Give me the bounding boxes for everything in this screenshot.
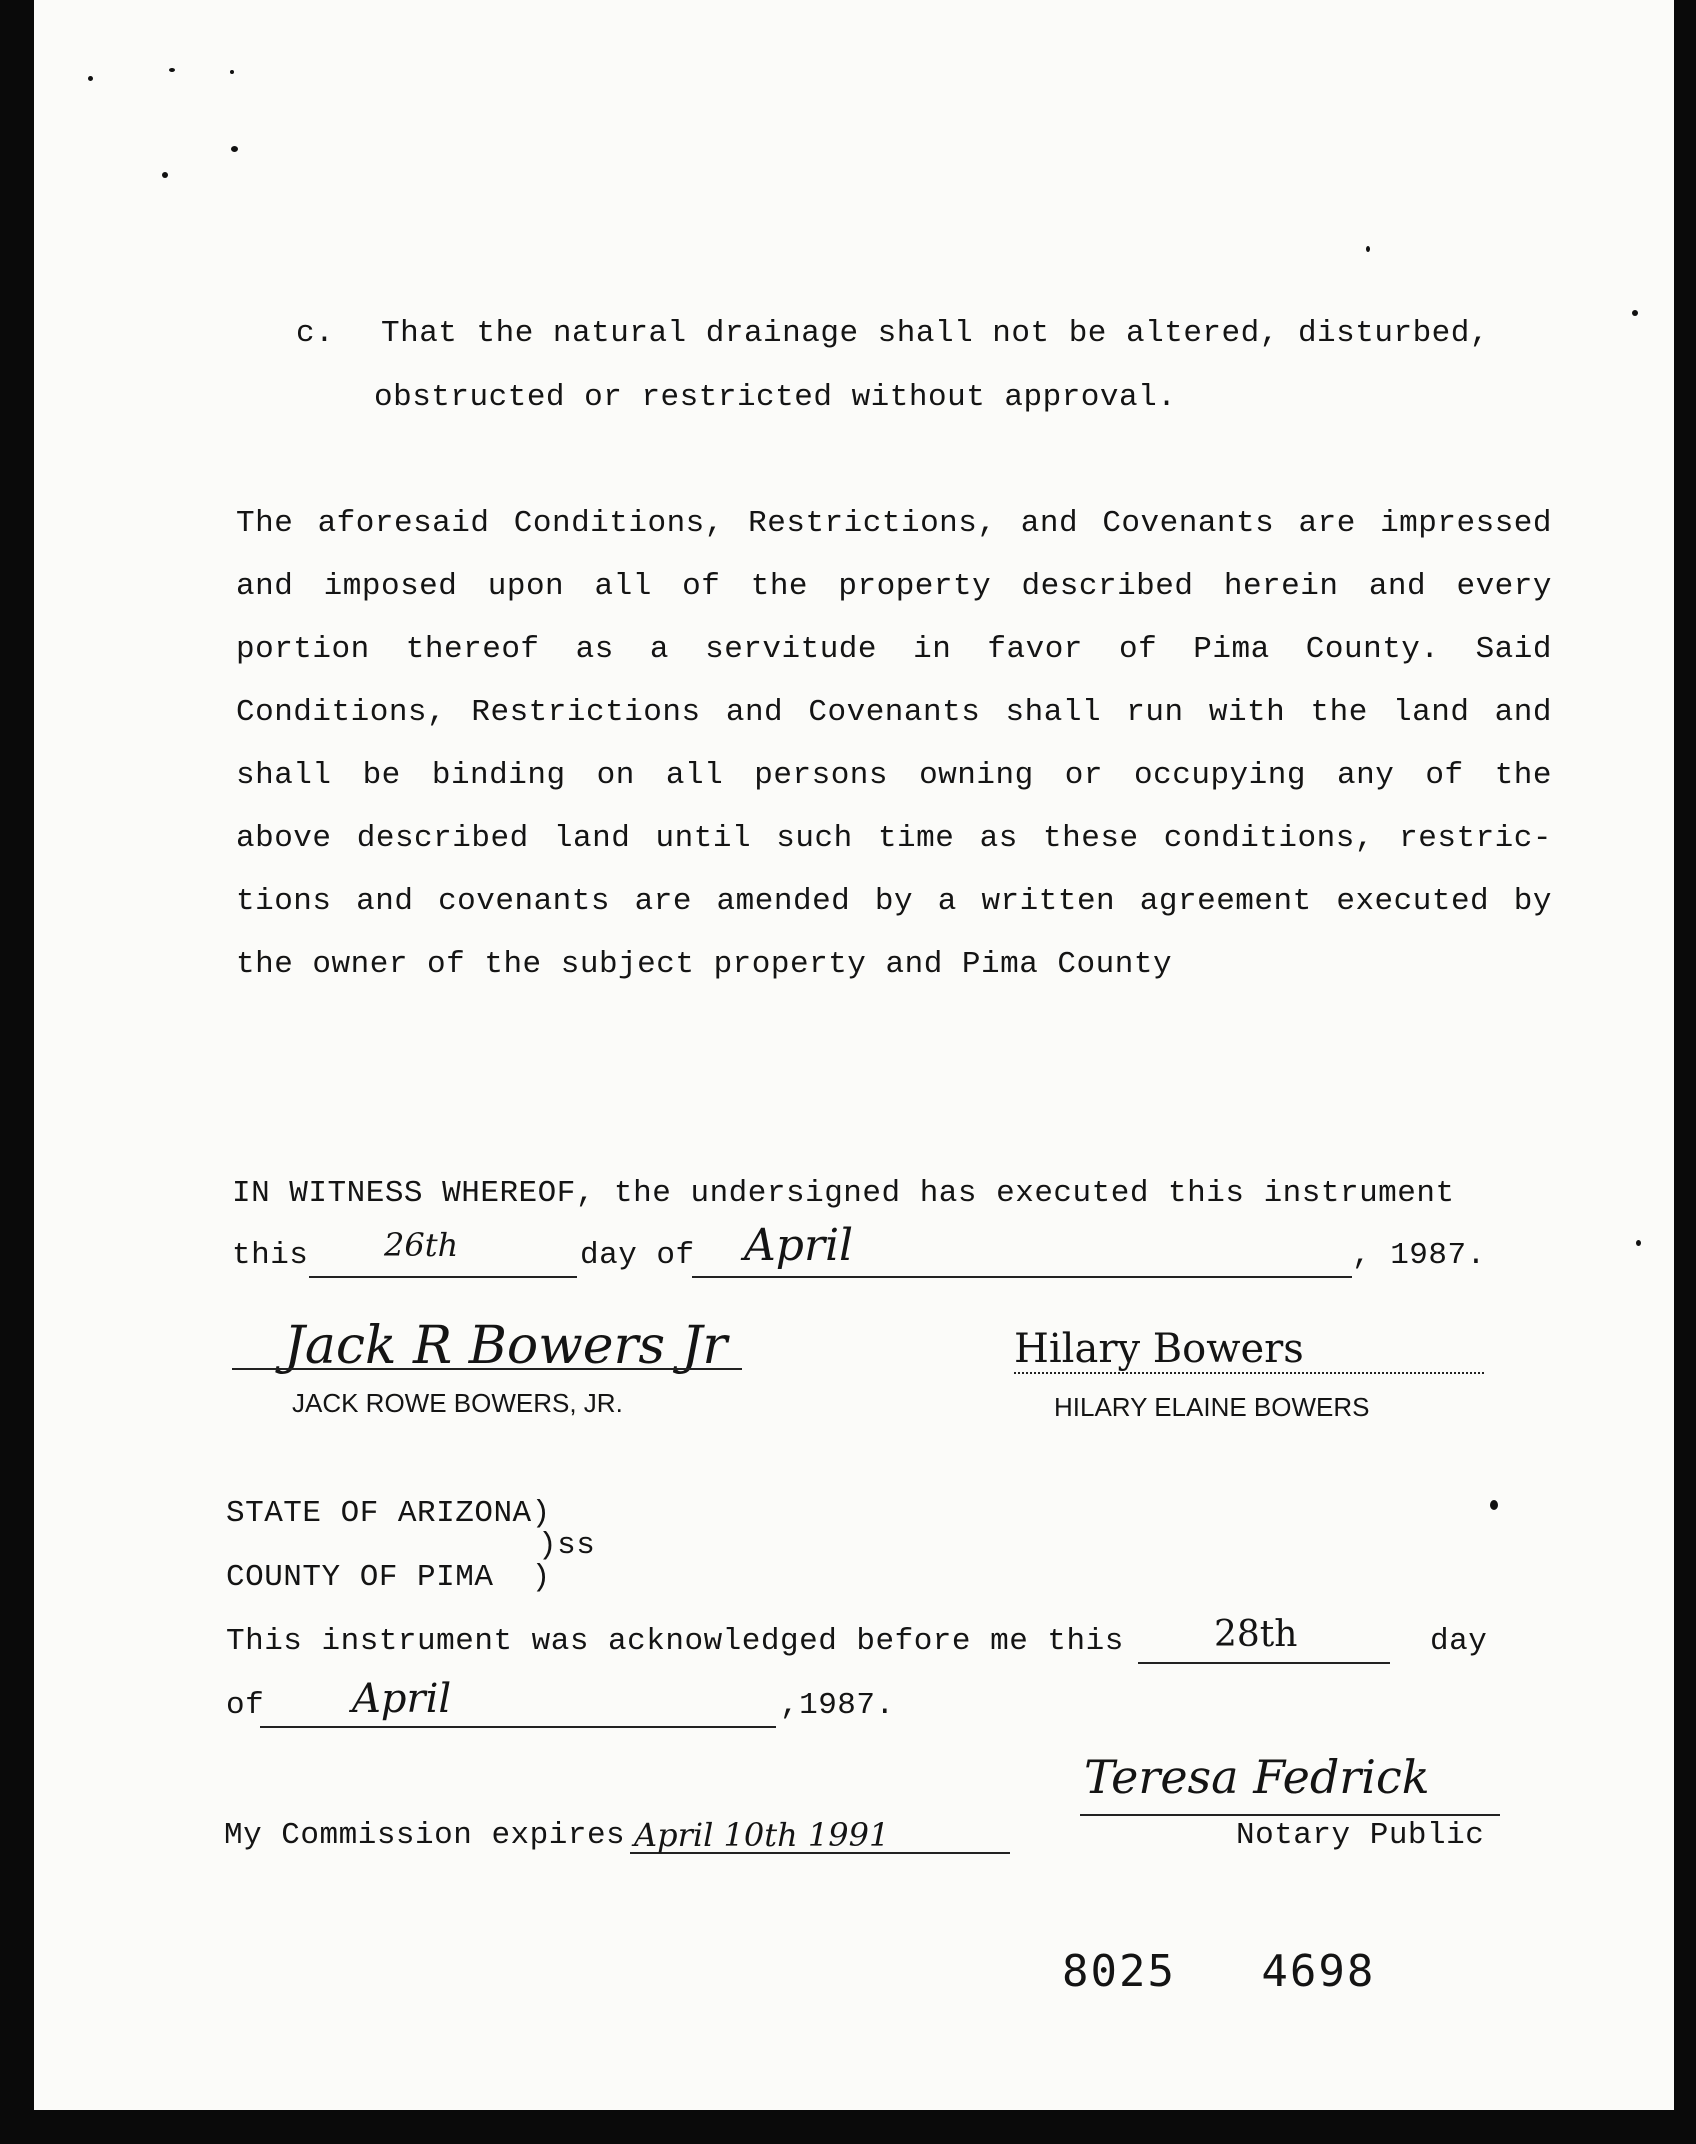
witness-month-blank — [692, 1276, 1352, 1278]
paragraph-line: portion thereof as a servitude in favor of Pima County. Said — [236, 632, 1552, 667]
clause-c-letter: c. — [296, 316, 335, 351]
witness-month-value: April — [744, 1220, 854, 1271]
paragraph-line: and imposed upon all of the property described herein and every — [236, 569, 1552, 604]
ack-day-blank — [1138, 1662, 1390, 1664]
ack-of-label: of — [226, 1688, 265, 1723]
scan-speck — [1366, 246, 1370, 252]
ack-month-blank — [260, 1726, 776, 1728]
notary-label: Notary Public — [1236, 1818, 1485, 1853]
clause-c-line-2: obstructed or restricted without approval. — [374, 380, 1177, 415]
witness-this-label: this — [232, 1238, 309, 1273]
commission-label: My Commission expires — [224, 1818, 626, 1853]
left-signer-name: JACK ROWE BOWERS, JR. — [292, 1388, 623, 1418]
paragraph-line: Conditions, Restrictions and Covenants shall run with the land and — [236, 695, 1552, 730]
covenant-paragraph — [236, 506, 1552, 1010]
ack-month-value: April — [352, 1676, 452, 1722]
venue-ss: )ss — [538, 1528, 596, 1563]
venue-state: STATE OF ARIZONA) — [226, 1496, 551, 1531]
witness-day-of-label: day of — [580, 1238, 695, 1273]
notary-signature: Teresa Fedrick — [1084, 1750, 1430, 1804]
scan-speck — [230, 70, 234, 74]
left-signature-line — [232, 1368, 742, 1370]
scan-speck — [231, 146, 238, 152]
paragraph-line: shall be binding on all persons owning or occupying any of the — [236, 758, 1552, 793]
left-signature: Jack R Bowers Jr — [284, 1316, 728, 1376]
document-page — [34, 0, 1674, 2110]
right-signature: Hilary Bowers — [1014, 1326, 1304, 1372]
scan-speck — [88, 76, 93, 81]
scan-speck — [162, 172, 168, 178]
clause-c-line-1: That the natural drainage shall not be altered, disturbed, — [381, 316, 1489, 351]
paragraph-line: tions and covenants are amended by a written agreement executed by — [236, 884, 1552, 919]
paragraph-line: the owner of the subject property and Pima County — [236, 947, 1173, 982]
notary-signature-line — [1080, 1814, 1500, 1816]
witness-line: IN WITNESS WHEREOF, the undersigned has executed this instrument — [232, 1176, 1455, 1211]
scan-speck — [1636, 1240, 1641, 1246]
commission-value: April 10th 1991 — [634, 1816, 890, 1854]
right-signer-name: HILARY ELAINE BOWERS — [1054, 1392, 1370, 1422]
witness-day-blank — [309, 1276, 577, 1278]
witness-day-value: 26th — [384, 1226, 459, 1264]
right-signature-line — [1014, 1372, 1484, 1374]
ack-day-label: day — [1430, 1624, 1488, 1659]
witness-year: , 1987. — [1352, 1238, 1486, 1273]
paragraph-line: above described land until such time as these conditions, restric- — [236, 821, 1552, 856]
venue-county: COUNTY OF PIMA ) — [226, 1560, 551, 1595]
acknowledgment-line: This instrument was acknowledged before me this — [226, 1624, 1124, 1659]
scan-speck — [169, 68, 175, 72]
scan-speck — [1490, 1500, 1498, 1510]
ack-year: ,1987. — [780, 1688, 895, 1723]
paragraph-line: The aforesaid Conditions, Restrictions, and Covenants are impressed — [236, 506, 1552, 541]
ack-day-value: 28th — [1214, 1614, 1298, 1655]
document-number: 8025 4698 — [1062, 1946, 1376, 1997]
scan-speck — [1632, 310, 1638, 316]
